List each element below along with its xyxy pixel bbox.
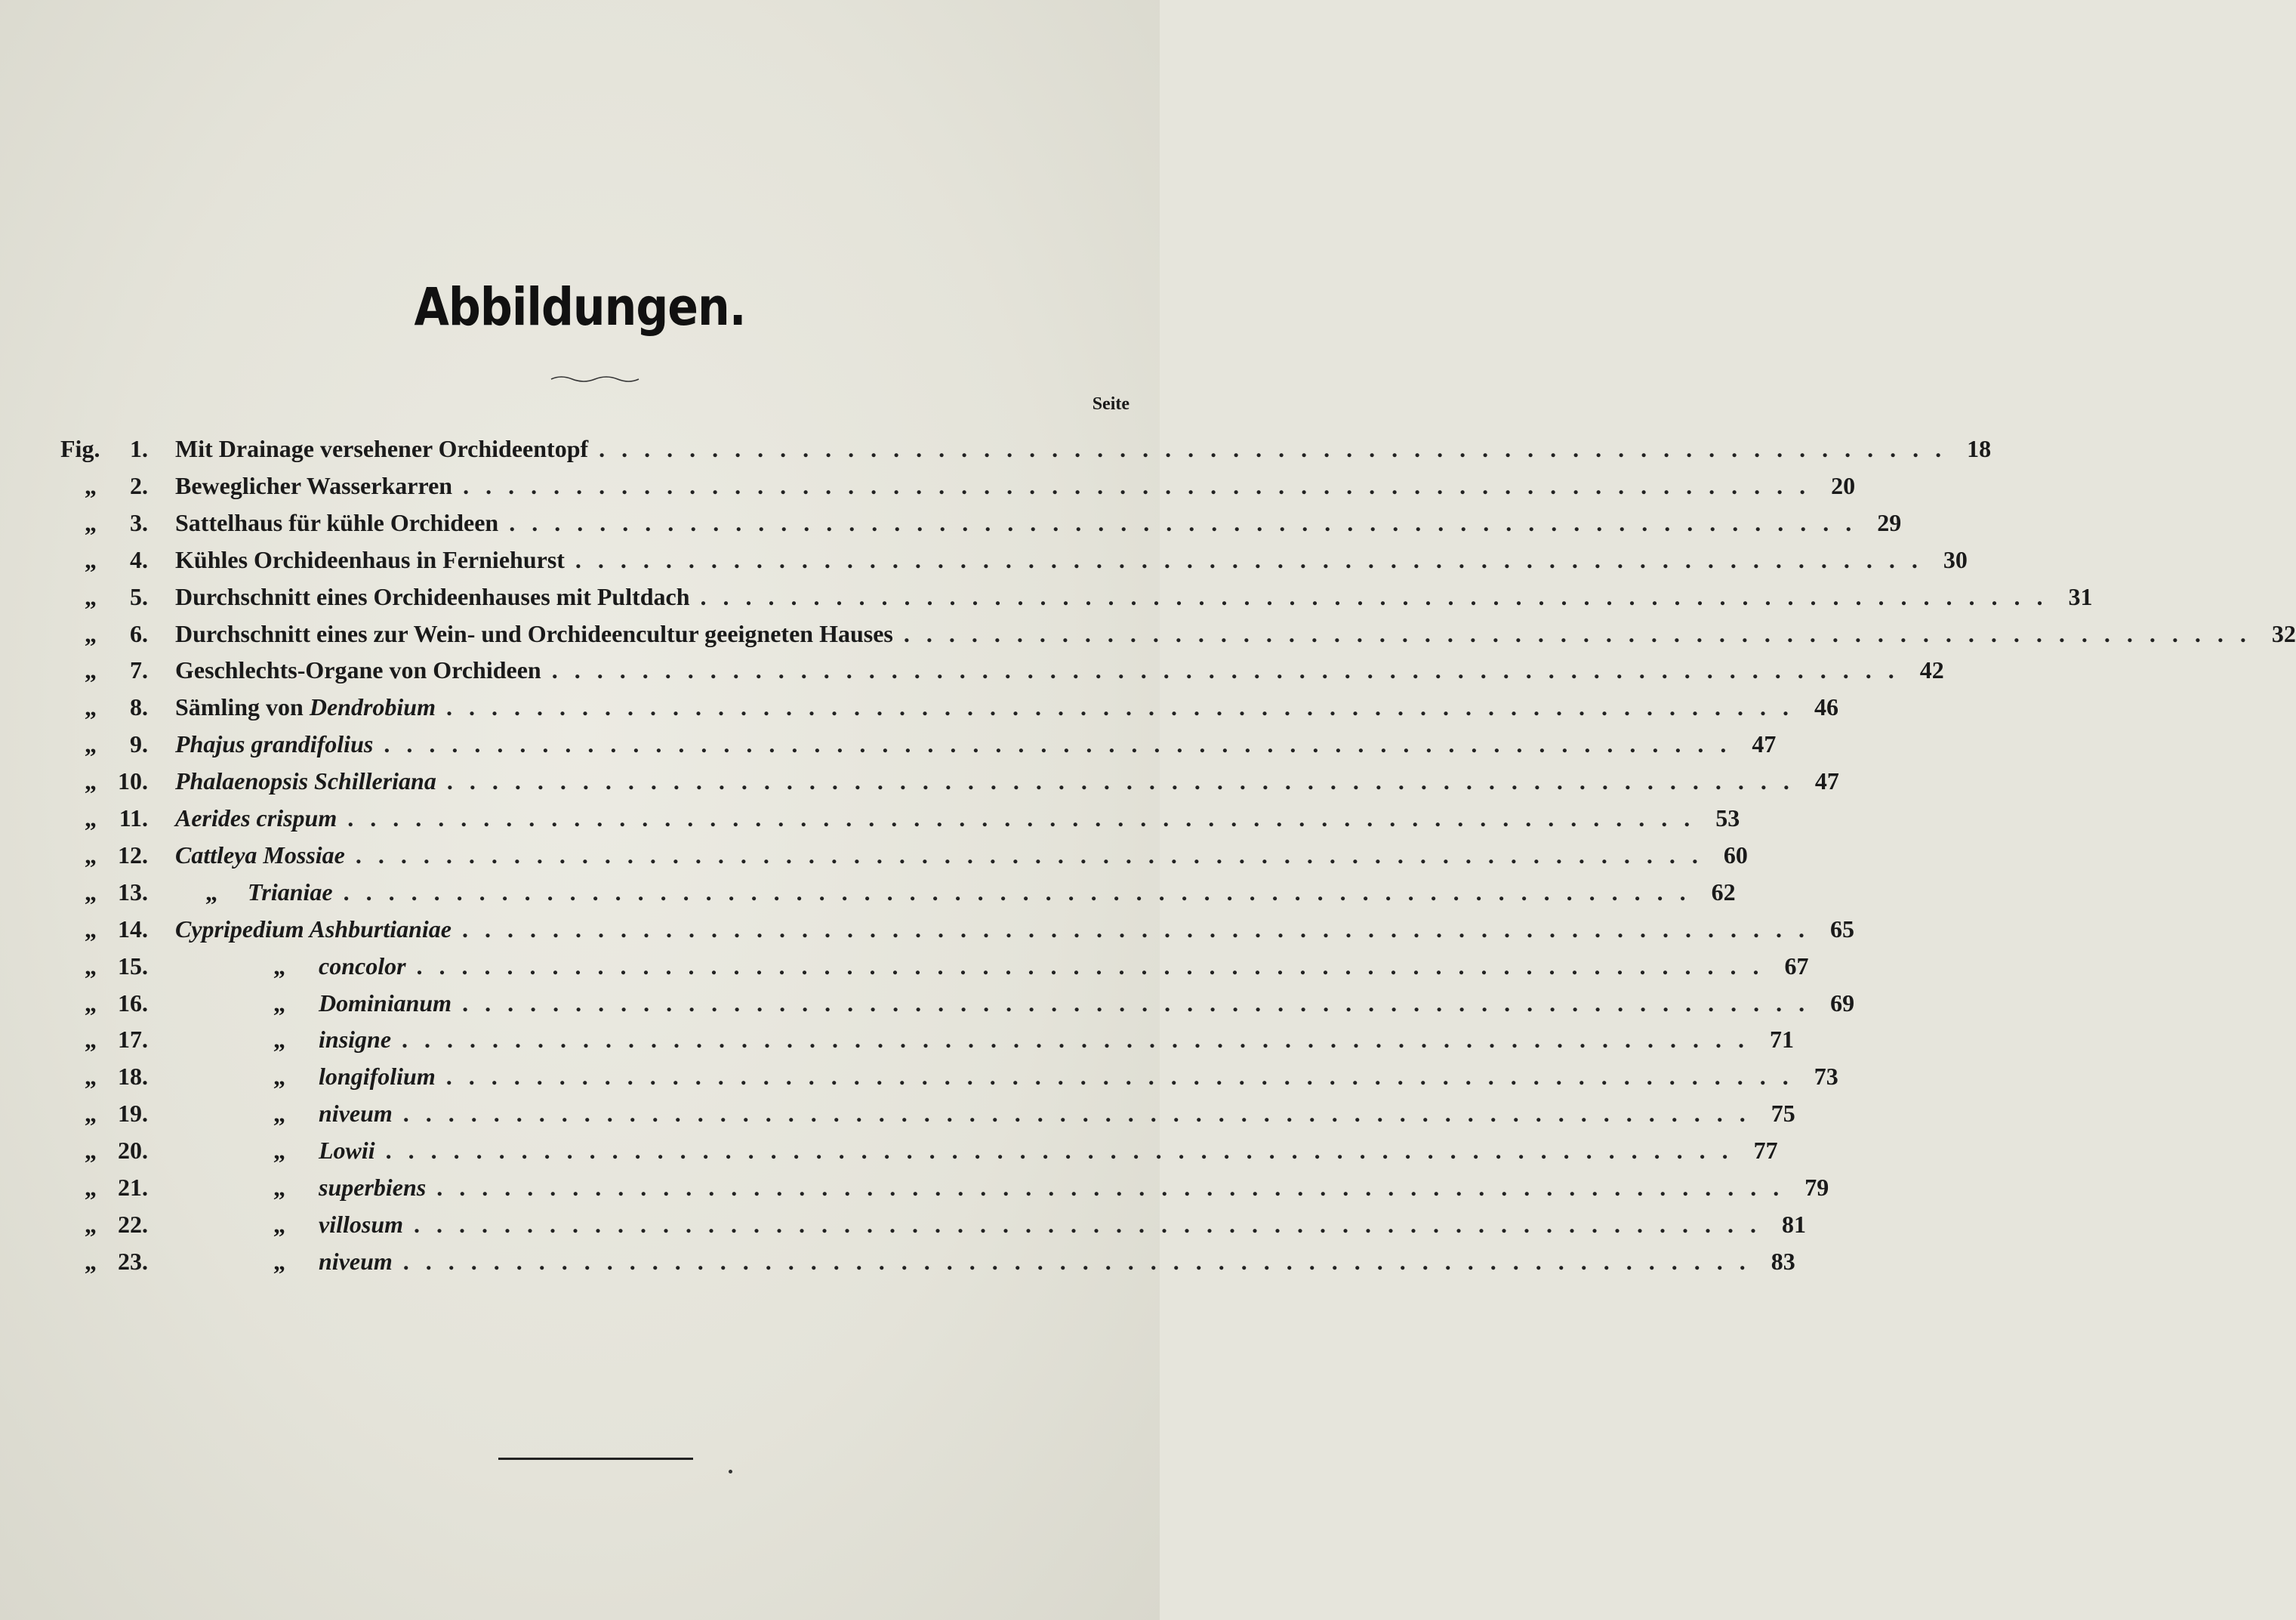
page-number: 71: [1770, 1026, 1795, 1054]
figure-number: 1.: [130, 435, 148, 462]
figure-entry: [0, 1021, 1795, 1057]
leader-dots: ............................................................: [509, 508, 1869, 536]
figure-entry: [0, 579, 2093, 615]
leader-dots: ............................................................: [416, 952, 1776, 980]
ditto-mark: „: [273, 1137, 285, 1165]
caption-italic: villosum: [319, 1210, 404, 1238]
figure-prefix: „: [85, 471, 97, 499]
caption-plain: Kühles Orchideenhaus in Ferniehurst: [175, 545, 565, 573]
figure-caption: [175, 763, 1839, 799]
figure-number: 23.: [118, 1247, 148, 1275]
caption-italic: Trianiae: [248, 878, 333, 906]
page-number: 42: [1919, 656, 1944, 684]
caption-text: [175, 579, 690, 615]
leader-dots: ............................................................: [436, 1174, 1796, 1201]
figure-caption: [175, 430, 1992, 467]
figure-caption: [175, 1021, 1795, 1057]
figure-caption: [175, 542, 1968, 578]
page-number: 31: [2068, 582, 2093, 610]
figure-number: 19.: [118, 1100, 148, 1128]
caption-text: [175, 1132, 375, 1168]
leader-dots: ............................................................: [700, 582, 2060, 610]
figure-prefix: „: [85, 1026, 97, 1054]
closing-rule: [498, 1458, 693, 1460]
figure-prefix: „: [85, 1100, 97, 1128]
figure-prefix: „: [85, 878, 97, 906]
figure-caption: [175, 1132, 1778, 1168]
leader-dots: ............................................................: [402, 1100, 1762, 1128]
caption-italic: Phalaenopsis Schilleriana: [175, 767, 436, 795]
caption-text: [175, 985, 451, 1021]
ornament-divider: [550, 373, 640, 384]
figure-number: 16.: [118, 989, 148, 1017]
figure-number: 12.: [118, 841, 148, 869]
figure-prefix: „: [85, 804, 97, 832]
figure-entry: [0, 726, 1777, 762]
figure-caption: [175, 1095, 1795, 1131]
page-number: 62: [1711, 878, 1736, 906]
figure-caption: [175, 911, 1854, 947]
caption-plain: Mit Drainage versehener Orchideentopf: [175, 435, 589, 462]
caption-text: [175, 1169, 426, 1205]
figure-prefix: „: [85, 841, 97, 869]
figure-entry: [0, 467, 1856, 504]
leader-dots: ............................................................: [343, 878, 1703, 906]
caption-italic: Phajus grandifolius: [175, 730, 374, 758]
figure-entry: [0, 763, 1839, 799]
ditto-mark: „: [273, 1174, 285, 1201]
page-number: 29: [1877, 508, 1902, 536]
figure-entry: [0, 874, 1736, 910]
caption-italic: Aerides crispum: [175, 804, 337, 832]
figure-entry: [0, 542, 1968, 578]
figure-caption: [175, 1243, 1795, 1279]
caption-text: [175, 652, 541, 688]
caption-italic: Cattleya Mossiae: [175, 841, 345, 869]
caption-italic: insigne: [319, 1026, 392, 1054]
caption-italic: concolor: [319, 952, 406, 980]
caption-text: [175, 874, 333, 910]
page-number: 53: [1715, 804, 1740, 832]
figure-caption: [175, 689, 1838, 725]
figure-number: 15.: [118, 952, 148, 980]
caption-text: [175, 1058, 436, 1094]
caption-text: [175, 1095, 393, 1131]
figure-number: 14.: [118, 915, 148, 943]
caption-italic: Lowii: [319, 1137, 375, 1165]
figure-number: 2.: [130, 471, 148, 499]
figure-prefix: „: [85, 1137, 97, 1165]
figure-caption: [175, 1169, 1829, 1205]
figure-prefix: „: [85, 1174, 97, 1201]
leader-dots: ............................................................: [402, 1247, 1762, 1275]
caption-italic: Dominianum: [319, 989, 452, 1017]
figure-number: 3.: [130, 508, 148, 536]
figure-entry: [0, 652, 1944, 688]
page-number: 47: [1814, 767, 1839, 795]
page-number: 73: [1814, 1063, 1838, 1091]
figure-caption: [175, 726, 1777, 762]
caption-plain: Durchschnitt eines zur Wein- und Orchideencultur geeigneten Hauses: [175, 619, 893, 647]
leader-dots: ............................................................: [355, 841, 1715, 869]
leader-dots: ............................................................: [384, 730, 1743, 758]
ink-speck: [729, 1470, 732, 1473]
page-number: 81: [1782, 1210, 1807, 1238]
figure-entry: [0, 948, 1809, 984]
caption-text: [175, 467, 452, 504]
ditto-mark: „: [273, 1026, 285, 1054]
figure-caption: [175, 1206, 1807, 1242]
figure-number: 22.: [118, 1210, 148, 1238]
page-number: 75: [1771, 1100, 1795, 1128]
figure-entry: [0, 1058, 1838, 1094]
leader-dots: ............................................................: [414, 1210, 1774, 1238]
figure-number: 5.: [130, 582, 148, 610]
figure-entry: [0, 1206, 1807, 1242]
leader-dots: ............................................................: [402, 1026, 1761, 1054]
figure-number: 21.: [118, 1174, 148, 1201]
caption-italic: Dendrobium: [309, 693, 436, 721]
leader-dots: ............................................................: [463, 471, 1823, 499]
figure-entry: [0, 1095, 1795, 1131]
caption-text: [175, 1206, 403, 1242]
figure-entry: [0, 1132, 1778, 1168]
figure-prefix: „: [85, 545, 97, 573]
leader-dots: ............................................................: [462, 915, 1821, 943]
figure-caption: [175, 467, 1856, 504]
figure-caption: [175, 579, 2093, 615]
page-number: 60: [1723, 841, 1748, 869]
figure-prefix: „: [85, 767, 97, 795]
figure-prefix: „: [85, 989, 97, 1017]
caption-text: [175, 505, 498, 541]
leader-dots: ............................................................: [445, 693, 1805, 721]
caption-text: [175, 1021, 391, 1057]
figure-number: 7.: [130, 656, 148, 684]
figure-prefix: „: [85, 1063, 97, 1091]
caption-text: [175, 948, 406, 984]
page-number: 83: [1771, 1247, 1795, 1275]
figure-caption: [175, 505, 1902, 541]
figure-prefix: „: [85, 582, 97, 610]
figure-prefix: „: [85, 952, 97, 980]
figure-number: 20.: [118, 1137, 148, 1165]
leader-dots: ............................................................: [551, 656, 1911, 684]
figure-prefix: „: [85, 619, 97, 647]
leader-dots: ............................................................: [599, 435, 1959, 462]
leader-dots: ............................................................: [446, 767, 1806, 795]
page-number: 30: [1943, 545, 1968, 573]
figure-number: 8.: [130, 693, 148, 721]
page-number: 65: [1830, 915, 1854, 943]
caption-plain: Sämling von: [175, 693, 310, 721]
leader-dots: ............................................................: [462, 989, 1822, 1017]
ditto-mark: „: [273, 952, 285, 980]
caption-plain: Beweglicher Wasserkarren: [175, 471, 453, 499]
figure-prefix: „: [85, 915, 97, 943]
figure-entry: [0, 505, 1902, 541]
figure-caption: [175, 874, 1736, 910]
figure-number: 13.: [118, 878, 148, 906]
caption-italic: superbiens: [319, 1174, 427, 1201]
figure-entry: [0, 689, 1838, 725]
ditto-mark: „: [273, 1247, 285, 1275]
figure-prefix: „: [85, 656, 97, 684]
figure-entry: [0, 837, 1748, 873]
page-column-header: Seite: [1092, 394, 1130, 414]
caption-text: [175, 911, 451, 947]
figure-prefix: „: [85, 693, 97, 721]
page-title: Abbildungen.: [414, 276, 746, 338]
caption-plain: Durchschnitt eines Orchideenhauses mit Pultdach: [175, 582, 690, 610]
ditto-mark: „: [273, 989, 285, 1017]
page-number: 20: [1831, 471, 1856, 499]
leader-dots: ............................................................: [385, 1137, 1745, 1165]
leader-dots: ............................................................: [903, 619, 2263, 647]
caption-italic: longifolium: [319, 1063, 436, 1091]
page-number: 67: [1784, 952, 1809, 980]
leader-dots: ............................................................: [445, 1063, 1805, 1091]
caption-text: [175, 542, 565, 578]
figure-number: 18.: [118, 1063, 148, 1091]
page-number: 18: [1967, 435, 1992, 462]
figure-caption: [175, 948, 1809, 984]
figure-prefix: Fig.: [60, 435, 100, 462]
page-number: 77: [1753, 1137, 1778, 1165]
caption-text: [175, 800, 337, 836]
caption-italic: niveum: [319, 1100, 393, 1128]
figure-prefix: „: [85, 730, 97, 758]
page-number: 46: [1814, 693, 1838, 721]
figure-entry: [0, 911, 1854, 947]
figure-prefix: „: [85, 1247, 97, 1275]
figure-number: 11.: [119, 804, 148, 832]
figure-entry: [0, 1243, 1795, 1279]
page-number: 69: [1830, 989, 1855, 1017]
figure-prefix: „: [85, 508, 97, 536]
figure-number: 6.: [130, 619, 148, 647]
page-number: 47: [1752, 730, 1777, 758]
caption-text: [175, 689, 436, 725]
figure-caption: [175, 837, 1748, 873]
figure-entry: [0, 1169, 1829, 1205]
ditto-mark: „: [273, 1210, 285, 1238]
ditto-mark: „: [273, 1100, 285, 1128]
caption-italic: Cypripedium Ashburtianiae: [175, 915, 451, 943]
figure-number: 4.: [130, 545, 148, 573]
page-number: 32: [2271, 619, 2296, 647]
figure-entry: [0, 430, 1992, 467]
caption-italic: niveum: [319, 1247, 393, 1275]
leader-dots: ............................................................: [575, 545, 1934, 573]
figure-caption: [175, 800, 1740, 836]
figure-number: 9.: [130, 730, 148, 758]
figure-entry: [0, 800, 1740, 836]
figure-caption: [175, 1058, 1838, 1094]
figure-caption: [175, 652, 1944, 688]
ditto-mark: „: [273, 1063, 285, 1091]
page-number: 79: [1804, 1174, 1829, 1201]
caption-text: [175, 837, 345, 873]
figure-caption: [175, 616, 2296, 652]
caption-text: [175, 616, 893, 652]
leader-dots: ............................................................: [347, 804, 1707, 832]
caption-text: [175, 726, 373, 762]
ditto-mark: „: [205, 878, 217, 906]
figure-prefix: „: [85, 1210, 97, 1238]
caption-text: [175, 763, 436, 799]
figure-caption: [175, 985, 1855, 1021]
figure-number: 10.: [118, 767, 148, 795]
figure-entry: [0, 985, 1855, 1021]
figure-entry: [0, 616, 2296, 652]
figure-number: 17.: [118, 1026, 148, 1054]
caption-plain: Geschlechts-Organe von Orchideen: [175, 656, 541, 684]
caption-text: [175, 430, 588, 467]
caption-plain: Sattelhaus für kühle Orchideen: [175, 508, 499, 536]
caption-text: [175, 1243, 393, 1279]
